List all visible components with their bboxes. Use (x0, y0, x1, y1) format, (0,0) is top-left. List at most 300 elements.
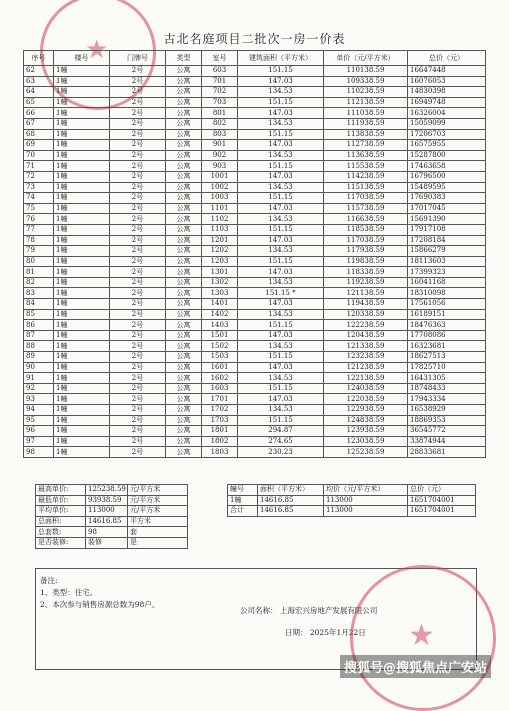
table-cell: 1幢 (54, 203, 110, 214)
table-cell: 16575955 (408, 140, 486, 151)
unit-label: 元/平方米 (128, 495, 188, 506)
table-cell: 2号 (110, 277, 166, 288)
table-cell: 2号 (110, 235, 166, 246)
table-row (24, 415, 486, 426)
table-cell: 76 (24, 214, 54, 225)
table-cell: 116638.59 (324, 214, 408, 225)
table-cell: 1幢 (54, 129, 110, 140)
table-cell: 134.53 (238, 373, 324, 384)
table-row (24, 267, 486, 278)
notes-label: 备注: (40, 576, 58, 585)
table-cell: 公寓 (166, 277, 202, 288)
table-cell: 2号 (110, 299, 166, 310)
table-cell: 2号 (110, 330, 166, 341)
table-cell: 公寓 (166, 161, 202, 172)
table-cell: 151.15 * (238, 288, 324, 299)
table-cell: 803 (202, 129, 238, 140)
watermark: 搜狐号@搜狐焦点广安站 (340, 655, 491, 678)
table-cell: 公寓 (166, 320, 202, 331)
fitout-label: 是否装修: (36, 537, 86, 548)
table-row (24, 118, 486, 129)
table-cell: 69 (24, 140, 54, 151)
table-cell: 1503 (202, 352, 238, 363)
table-cell: 公寓 (166, 118, 202, 129)
table-cell: 1202 (202, 246, 238, 257)
table-row (24, 161, 486, 172)
header-cell: 类型 (166, 51, 202, 66)
table-cell: 1幢 (54, 352, 110, 363)
table-cell: 113838.59 (324, 129, 408, 140)
min-price-value: 93938.59 (86, 495, 128, 506)
table-cell: 1403 (202, 320, 238, 331)
fitout-value: 装修 (86, 537, 128, 548)
table-cell: 122138.59 (324, 373, 408, 384)
table-cell: 147.03 (238, 362, 324, 373)
table-row (24, 383, 486, 394)
total-count-value: 98 (86, 527, 128, 538)
table-cell: 72 (24, 171, 54, 182)
table-cell: 1幢 (54, 171, 110, 182)
table-cell: 公寓 (166, 299, 202, 310)
table-cell: 122238.59 (324, 320, 408, 331)
unit-label: 元/平方米 (128, 485, 188, 496)
table-cell: 2号 (110, 161, 166, 172)
table-cell: 18310098 (408, 288, 486, 299)
table-cell: 79 (24, 246, 54, 257)
table-cell: 2号 (110, 288, 166, 299)
table-cell: 91 (24, 373, 54, 384)
table-cell: 公寓 (166, 352, 202, 363)
table-cell: 17206703 (408, 129, 486, 140)
table-cell: 115738.59 (324, 203, 408, 214)
table-row (24, 447, 486, 458)
table-cell: 公寓 (166, 150, 202, 161)
table-cell: 92 (24, 383, 54, 394)
table-cell: 16041168 (408, 277, 486, 288)
table-cell: 151.15 (238, 66, 324, 77)
table-row (24, 171, 486, 182)
table-cell: 97 (24, 436, 54, 447)
table-cell: 80 (24, 256, 54, 267)
table-cell: 2号 (110, 224, 166, 235)
table-cell: 15489595 (408, 182, 486, 193)
table-cell: 2号 (110, 76, 166, 87)
price-table (23, 50, 486, 458)
table-cell: 151.15 (238, 320, 324, 331)
table-cell: 2号 (110, 129, 166, 140)
table-row (24, 320, 486, 331)
right-header: 面积（平方米） (258, 485, 324, 496)
table-cell: 16949748 (408, 97, 486, 108)
table-cell: 17943334 (408, 394, 486, 405)
table-cell: 134.53 (238, 87, 324, 98)
table-cell: 151.15 (238, 97, 324, 108)
table-cell: 125238.59 (324, 447, 408, 458)
table-cell: 901 (202, 140, 238, 151)
table-cell: 2号 (110, 415, 166, 426)
summary-table (35, 484, 476, 549)
table-cell: 1幢 (54, 97, 110, 108)
table-cell: 公寓 (166, 182, 202, 193)
table-cell: 1幢 (54, 76, 110, 87)
unit-label: 套 (128, 527, 188, 538)
table-cell: 1幢 (54, 118, 110, 129)
table-cell: 17017045 (408, 203, 486, 214)
right-cell: 1651704001 (408, 506, 476, 517)
table-cell: 147.03 (238, 203, 324, 214)
table-cell: 公寓 (166, 235, 202, 246)
table-cell: 96 (24, 426, 54, 437)
table-cell: 112138.59 (324, 97, 408, 108)
table-cell: 2号 (110, 362, 166, 373)
avg-price-value: 113000 (86, 506, 128, 517)
table-cell: 2号 (110, 214, 166, 225)
table-cell: 151.15 (238, 224, 324, 235)
table-cell: 公寓 (166, 214, 202, 225)
table-cell: 15866279 (408, 246, 486, 257)
table-cell: 902 (202, 150, 238, 161)
unit-label: 元/平方米 (128, 506, 188, 517)
table-cell: 109338.59 (324, 76, 408, 87)
table-cell: 17399323 (408, 267, 486, 278)
header-cell: 建筑面积（平方米） (238, 51, 324, 66)
star-icon: ★ (408, 618, 435, 653)
table-cell: 2号 (110, 426, 166, 437)
table-cell: 1幢 (54, 362, 110, 373)
table-cell: 1幢 (54, 436, 110, 447)
table-cell: 2号 (110, 182, 166, 193)
table-cell: 134.53 (238, 405, 324, 416)
table-cell: 123038.59 (324, 436, 408, 447)
table-cell: 117038.59 (324, 235, 408, 246)
table-cell: 134.53 (238, 277, 324, 288)
total-area-label: 总面积: (36, 516, 86, 527)
table-cell: 1702 (202, 405, 238, 416)
table-cell: 2号 (110, 309, 166, 320)
table-cell: 16076053 (408, 76, 486, 87)
notes-line: 2、本次参与销售房源总数为98户。 (40, 600, 160, 609)
table-cell: 16189151 (408, 309, 486, 320)
right-header: 均价（元/平方米） (324, 485, 408, 496)
table-row (24, 277, 486, 288)
table-cell: 122038.59 (324, 394, 408, 405)
table-cell: 88 (24, 341, 54, 352)
table-cell: 121238.59 (324, 362, 408, 373)
table-cell: 公寓 (166, 309, 202, 320)
table-cell: 公寓 (166, 383, 202, 394)
table-row (24, 309, 486, 320)
table-cell: 147.03 (238, 267, 324, 278)
table-cell: 1幢 (54, 341, 110, 352)
table-cell: 1幢 (54, 224, 110, 235)
table-cell: 1幢 (54, 383, 110, 394)
table-cell: 1801 (202, 426, 238, 437)
table-cell: 1002 (202, 182, 238, 193)
table-cell: 公寓 (166, 76, 202, 87)
table-cell: 93 (24, 394, 54, 405)
table-cell: 公寓 (166, 256, 202, 267)
table-cell: 1幢 (54, 330, 110, 341)
table-cell: 公寓 (166, 203, 202, 214)
table-row (24, 362, 486, 373)
total-area-value: 14616.85 (86, 516, 128, 527)
table-row (24, 256, 486, 267)
page-title: 古北名庭项目二批次一房一价表 (163, 32, 346, 46)
table-cell: 公寓 (166, 140, 202, 151)
table-cell: 1003 (202, 193, 238, 204)
table-row (24, 352, 486, 363)
table-cell: 17208184 (408, 235, 486, 246)
table-cell: 公寓 (166, 267, 202, 278)
table-cell: 17708086 (408, 330, 486, 341)
table-cell: 151.15 (238, 383, 324, 394)
table-cell: 110138.59 (324, 66, 408, 77)
table-cell: 111038.59 (324, 108, 408, 119)
table-cell: 87 (24, 330, 54, 341)
table-cell: 1幢 (54, 415, 110, 426)
table-cell: 134.53 (238, 341, 324, 352)
right-cell: 113000 (324, 495, 408, 506)
table-cell: 公寓 (166, 426, 202, 437)
table-cell: 16538929 (408, 405, 486, 416)
table-cell: 1幢 (54, 108, 110, 119)
table-cell: 74 (24, 193, 54, 204)
table-cell: 82 (24, 277, 54, 288)
table-cell: 71 (24, 161, 54, 172)
table-cell: 75 (24, 203, 54, 214)
table-cell: 147.03 (238, 171, 324, 182)
table-row (24, 66, 486, 77)
table-cell: 1幢 (54, 405, 110, 416)
table-cell: 1303 (202, 288, 238, 299)
table-cell: 17825710 (408, 362, 486, 373)
table-cell: 1幢 (54, 66, 110, 77)
table-cell: 134.53 (238, 309, 324, 320)
table-cell: 1幢 (54, 140, 110, 151)
table-cell: 98 (24, 447, 54, 458)
table-cell: 2号 (110, 383, 166, 394)
table-cell: 公寓 (166, 246, 202, 257)
table-cell: 120338.59 (324, 309, 408, 320)
table-cell: 151.15 (238, 193, 324, 204)
table-row (24, 182, 486, 193)
table-cell: 110238.59 (324, 87, 408, 98)
table-cell: 147.03 (238, 140, 324, 151)
table-cell: 2号 (110, 352, 166, 363)
table-cell: 68 (24, 129, 54, 140)
unit-label: 平方米 (128, 516, 188, 527)
table-cell: 1802 (202, 436, 238, 447)
table-cell: 1幢 (54, 394, 110, 405)
table-cell: 274.65 (238, 436, 324, 447)
table-cell: 2号 (110, 108, 166, 119)
table-cell: 801 (202, 108, 238, 119)
table-cell: 公寓 (166, 66, 202, 77)
table-cell: 111938.59 (324, 118, 408, 129)
table-cell: 公寓 (166, 108, 202, 119)
table-cell: 1幢 (54, 373, 110, 384)
table-cell: 151.15 (238, 415, 324, 426)
table-cell: 1603 (202, 383, 238, 394)
table-cell: 147.03 (238, 299, 324, 310)
table-cell: 1701 (202, 394, 238, 405)
summary-row (36, 537, 476, 548)
table-cell: 1103 (202, 224, 238, 235)
table-cell: 18748433 (408, 383, 486, 394)
table-cell: 1401 (202, 299, 238, 310)
summary-row (36, 485, 476, 496)
table-cell: 2号 (110, 66, 166, 77)
table-cell: 2号 (110, 150, 166, 161)
header-cell: 序号 (24, 51, 54, 66)
table-cell: 703 (202, 97, 238, 108)
table-cell: 36545772 (408, 426, 486, 437)
table-cell: 65 (24, 97, 54, 108)
table-row (24, 150, 486, 161)
table-cell: 18476363 (408, 320, 486, 331)
table-cell: 公寓 (166, 362, 202, 373)
table-cell: 2号 (110, 118, 166, 129)
table-cell: 1幢 (54, 182, 110, 193)
table-cell: 16431305 (408, 373, 486, 384)
table-cell: 95 (24, 415, 54, 426)
table-row (24, 97, 486, 108)
table-cell: 2号 (110, 97, 166, 108)
table-cell: 15287800 (408, 150, 486, 161)
right-cell: 1651704001 (408, 495, 476, 506)
right-header: 总价（元） (408, 485, 476, 496)
table-cell: 124038.59 (324, 383, 408, 394)
table-cell: 701 (202, 76, 238, 87)
table-cell: 115538.59 (324, 161, 408, 172)
min-price-label: 最低单价: (36, 495, 86, 506)
summary-row (36, 527, 476, 538)
table-cell: 117938.59 (324, 246, 408, 257)
table-cell: 90 (24, 362, 54, 373)
table-cell: 18113603 (408, 256, 486, 267)
table-cell: 73 (24, 182, 54, 193)
table-cell: 公寓 (166, 394, 202, 405)
table-cell: 公寓 (166, 129, 202, 140)
document-date: 日期： 2025年1月22日 (285, 628, 366, 637)
table-row (24, 246, 486, 257)
header-cell: 总价（元） (408, 51, 486, 66)
table-cell: 1幢 (54, 447, 110, 458)
fitout-yes: 是 (128, 537, 188, 548)
table-row (24, 436, 486, 447)
table-cell: 134.53 (238, 118, 324, 129)
table-cell: 15059099 (408, 118, 486, 129)
table-row (24, 108, 486, 119)
table-cell: 70 (24, 150, 54, 161)
table-cell: 294.87 (238, 426, 324, 437)
table-cell: 1幢 (54, 309, 110, 320)
max-price-value: 125238.59 (86, 485, 128, 496)
table-cell: 77 (24, 224, 54, 235)
table-cell: 134.53 (238, 246, 324, 257)
table-cell: 17463658 (408, 161, 486, 172)
table-cell: 16326004 (408, 108, 486, 119)
table-cell: 78 (24, 235, 54, 246)
table-cell: 1幢 (54, 235, 110, 246)
table-cell: 1幢 (54, 299, 110, 310)
table-cell: 公寓 (166, 436, 202, 447)
table-cell: 119238.59 (324, 277, 408, 288)
table-cell: 603 (202, 66, 238, 77)
table-cell: 134.53 (238, 150, 324, 161)
company-seal-bottom (350, 565, 496, 711)
table-cell: 2号 (110, 193, 166, 204)
table-row (24, 140, 486, 151)
right-cell: 113000 (324, 506, 408, 517)
table-row (24, 299, 486, 310)
table-cell: 67 (24, 118, 54, 129)
table-cell: 94 (24, 405, 54, 416)
table-cell: 18627513 (408, 352, 486, 363)
table-cell: 1502 (202, 341, 238, 352)
table-cell: 84 (24, 299, 54, 310)
table-row (24, 373, 486, 384)
table-cell: 86 (24, 320, 54, 331)
avg-price-label: 平均单价: (36, 506, 86, 517)
table-cell: 2号 (110, 171, 166, 182)
table-cell: 89 (24, 352, 54, 363)
table-cell: 2号 (110, 436, 166, 447)
table-cell: 1301 (202, 267, 238, 278)
table-cell: 1203 (202, 256, 238, 267)
table-cell: 1302 (202, 277, 238, 288)
table-cell: 1幢 (54, 320, 110, 331)
table-cell: 18869353 (408, 415, 486, 426)
table-cell: 119838.59 (324, 256, 408, 267)
table-cell: 17561056 (408, 299, 486, 310)
table-cell: 147.03 (238, 235, 324, 246)
table-cell: 123238.59 (324, 352, 408, 363)
table-cell: 147.03 (238, 330, 324, 341)
table-cell: 2号 (110, 320, 166, 331)
table-cell: 147.03 (238, 76, 324, 87)
table-cell: 公寓 (166, 447, 202, 458)
right-header: 幢号 (228, 485, 258, 496)
table-cell: 62 (24, 66, 54, 77)
table-cell: 1幢 (54, 426, 110, 437)
table-cell: 1602 (202, 373, 238, 384)
table-cell: 1幢 (54, 277, 110, 288)
table-cell: 28833681 (408, 447, 486, 458)
right-cell: 合计 (228, 506, 258, 517)
table-cell: 122938.59 (324, 405, 408, 416)
total-count-label: 总套数: (36, 527, 86, 538)
table-cell: 63 (24, 76, 54, 87)
table-cell: 119438.59 (324, 299, 408, 310)
table-row (24, 214, 486, 225)
table-cell: 1102 (202, 214, 238, 225)
table-cell: 134.53 (238, 182, 324, 193)
table-cell: 2号 (110, 256, 166, 267)
table-cell: 118538.59 (324, 224, 408, 235)
summary-row (36, 495, 476, 506)
table-cell: 66 (24, 108, 54, 119)
table-cell: 16796500 (408, 171, 486, 182)
table-cell: 17917108 (408, 224, 486, 235)
table-cell: 33874944 (408, 436, 486, 447)
max-price-label: 最高单价: (36, 485, 86, 496)
table-cell: 1幢 (54, 288, 110, 299)
table-cell: 1101 (202, 203, 238, 214)
table-row (24, 426, 486, 437)
table-cell: 120438.59 (324, 330, 408, 341)
table-cell: 1幢 (54, 256, 110, 267)
